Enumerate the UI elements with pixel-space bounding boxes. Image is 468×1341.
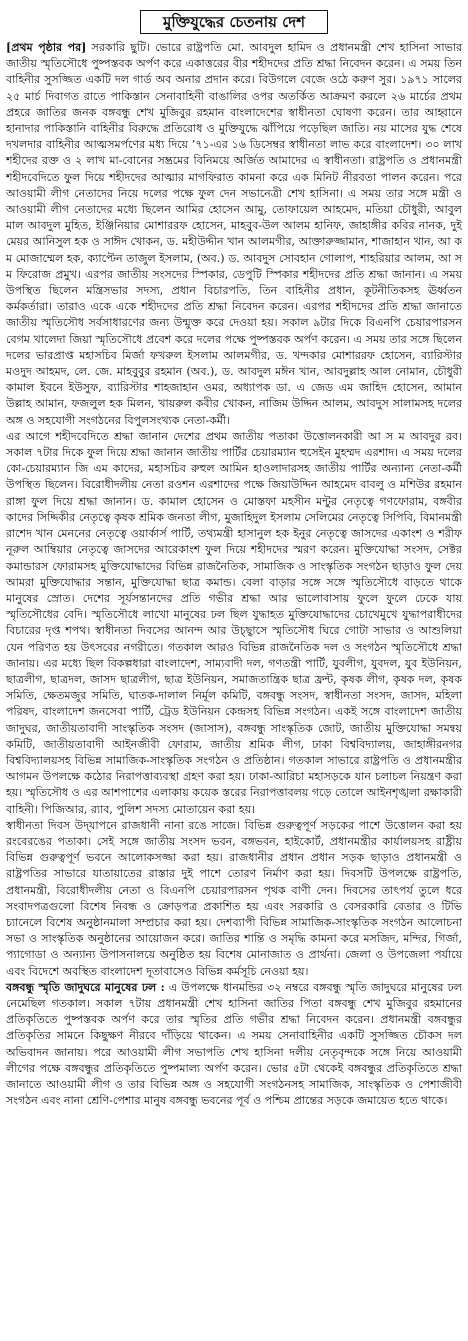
paragraph-text: সরকারি ছুটি। ভোরে রাষ্ট্রপতি মো. আবদুল হামিদ ও প্রধানমন্ত্রী শেখ হাসিনা সাভার জাতীয় স্মৃতিসৌধে পুষ্পস্তবক অর্পণ করে একাত্তরের বীর শহীদদের প্রতি শ্রদ্ধা নিবেদন করেন। এ সময় তিন বাহিনীর সুসজ্জিত একটি দল গার্ড অব অনার প্রদান করে। বিউগলে বেজে ওঠে করুণ সুর। ১৯৭১ সালের ২৫ মার্চ দিবাগত রাতে পাকিস্তান সেনাবাহিনী বাঙালির ওপর অতর্কিত আক্রমণ করলে ২৬ মার্চের প্রথম প্রহরে জাতির জনক বঙ্গবন্ধু শেখ মুজিবুর রহমান বাংলাদেশের স্বাধীনতা ঘোষণা করেন। তার আহ্বানে হানাদার পাকিস্তানি বাহিনীর বিরুদ্ধে প্রতিরোধ ও মুক্তিযুদ্ধে ঝাঁপিয়ে পড়েছিল জাতি। নয় মাসের যুদ্ধ শেষে দখলদার বাহিনীর আত্মসমর্পণের মধ্য দিয়ে ’৭১-এর ১৬ ডিসেম্বর স্বাধীনতা লাভ করে বাংলাদেশ। ৩০ লাখ শহীদের রক্ত ও ২ লাখ মা-বোনের সম্ভ্রমের বিনিময়ে অর্জিত আমাদের এ স্বাধীনতা। রাষ্ট্রপতি ও প্রধানমন্ত্রী শহীদবেদিতে ফুল দিয়ে শহীদদের আত্মার মাগফিরাত কামনা করে এক মিনিট নীরবতা পালন করেন। পরে আওয়ামী লীগ নেতাদের নিয়ে দলের পক্ষে ফুল দেন সভানেত্রী শেখ হাসিনা। এ সময় তার সঙ্গে মন্ত্রী ও আওয়ামী লীগ নেতাদের মধ্যে ছিলেন আমির হোসেন আমু, তোফায়েল আহমেদ, মতিয়া চৌধুরী, আবুল মাল আবদুল মুহিত, ইঞ্জিনিয়ার মোশাররফ হোসেন, মাহবুব-উল আলম হানিফ, জাহাঙ্গীর কবির নানক, দুই মেয়র আনিসুল হক ও সাঈদ খোকন, ড. মহীউদ্দীন খান আলমগীর, আক্তারুজ্জামান, শাজাহান খান, আ ক ম মোজাম্মেল হক, ক্যাপ্টেন তাজুল ইসলাম, (অব.) ড. আবদুস সোবহান গোলাপ, শাহরিয়ার আলম, আ স ম ফিরোজ প্রমুখ। এরপর জাতীয় সংসদের স্পিকার, ডেপুটি স্পিকার শহীদদের প্রতি শ্রদ্ধা জানান। এ সময় উপস্থিত ছিলেন মন্ত্রিসভার সদস্য, প্রধান বিচারপতি, তিন বাহিনীর প্রধান, কূটনীতিকসহ ঊর্ধ্বতন কর্মকর্তারা। তারাও একে একে শহীদদের প্রতি শ্রদ্ধা নিবেদন করেন। এরপর শহীদদের প্রতি শ্রদ্ধা জানাতে জাতীয় স্মৃতিসৌধ সর্বসাধারণের জন্য উন্মুক্ত করে দেওয়া হয়। সকাল ৯টার দিকে বিএনপি চেয়ারপারসন বেগম খালেদা জিয়া স্মৃতিসৌধে প্রবেশ করে দলের পক্ষে পুষ্পস্তবক অর্পণ করেন। এ সময় তার সঙ্গে ছিলেন দলের ভারপ্রাপ্ত মহাসচিব মির্জা ফখরুল ইসলাম আলমগীর, ড. খন্দকার মোশাররফ হোসেন, ব্যারিস্টার মওদুদ আহমদ, লে. জে. মাহবুবুর রহমান (অব.), ড. আবদুল মঈন খান, আবদুল্লাহ আল নোমান, চৌধুরী কামাল ইবনে ইউসুফ, ব্যারিস্টার শাহজাহান ওমর, অধ্যাপক ডা. এ জেড এম জাহিদ হোসেন, আমান উল্লাহ আমান, ফজলুল হক মিলন, খায়রুল কবীর খোকন, নাজিম উদ্দিন আলম, আবদুস সালামসহ দলের অঙ্গ ও সহযোগী সংগঠনের বিপুলসংখ্যক নেতা-কর্মী।: [6, 41, 463, 427]
paragraph-3: [6, 818, 462, 980]
article-body: [6, 40, 462, 1109]
paragraph-4: [6, 980, 462, 1110]
paragraph-text: এ উপলক্ষে ধানমন্ডির ৩২ নম্বরে বঙ্গবন্ধু স্মৃতি জাদুঘরে মানুষের ঢল নেমেছিল গতকাল। সকাল ৭টায় প্রধানমন্ত্রী শেখ হাসিনা জাতির পিতা বঙ্গবন্ধু শেখ মুজিবুর রহমানের প্রতিকৃতিতে পুষ্পস্তবক অর্পণ করে তার স্মৃতির প্রতি গভীর শ্রদ্ধা নিবেদন করেন। প্রধানমন্ত্রী বঙ্গবন্ধুর প্রতিকৃতির সামনে কিছুক্ষণ নীরবে দাঁড়িয়ে থাকেন। এ সময় সেনাবাহিনীর একটি সুসজ্জিত চৌকস দল অভিবাদন জানায়। পরে আওয়ামী লীগ সভাপতি শেখ হাসিনা দলীয় নেতৃবৃন্দকে সঙ্গে নিয়ে আওয়ামী লীগের পক্ষে বঙ্গবন্ধুর প্রতিকৃতিতে পুষ্পমাল্য অর্পণ করেন। ভোর ৫টা থেকেই বঙ্গবন্ধুর প্রতিকৃতিতে শ্রদ্ধা জানাতে আওয়ামী লীগ ও তার বিভিন্ন অঙ্গ ও সহযোগী সংগঠনসহ সামাজিক, সাংস্কৃতিক ও পেশাজীবী সংগঠন এবং নানা শ্রেণি-পেশার মানুষ বঙ্গবন্ধু ভবনের পূর্ব ও পশ্চিম প্রান্তের সড়কে জমায়েত হতে থাকে।: [6, 980, 462, 1108]
paragraph-text: স্বাধীনতা দিবস উদ্‌যাপনে রাজধানী নানা রঙে সাজে। বিভিন্ন গুরুত্বপূর্ণ সড়কের পাশে উত্তোলন করা হয় রংবেরঙের পতাকা। সেই সঙ্গে জাতীয় সংসদ ভবন, বঙ্গভবন, হাইকোর্ট, প্রধানমন্ত্রীর কার্যালয়সহ রাষ্ট্রীয় বিভিন্ন গুরুত্বপূর্ণ ভবনে আলোকসজ্জা করা হয়। রাজধানীর প্রধান প্রধান সড়ক ছাড়াও প্রধানমন্ত্রী ও রাষ্ট্রপতির সাভারে যাতায়াতের রাস্তার দুই পাশে তোরণ নির্মাণ করা হয়। দিবসটি উপলক্ষে রাষ্ট্রপতি, প্রধানমন্ত্রী, বিরোধীদলীয় নেতা ও বিএনপি চেয়ারপারসন পৃথক বাণী দেন। দিবসের তাৎপর্য তুলে ধরে সংবাদপত্রগুলো বিশেষ নিবন্ধ ও ক্রোড়পত্র প্রকাশিত হয় এবং সরকারি ও বেসরকারি বেতার ও টিভি চ্যানেলে বিশেষ অনুষ্ঠানমালা সম্প্রচার করা হয়। দেশব্যাপী বিভিন্ন সামাজিক-সাংস্কৃতিক সংগঠন আলোচনা সভা ও সাংস্কৃতিক অনুষ্ঠানের আয়োজন করে। জাতির শান্তি ও সমৃদ্ধি কামনা করে মসজিদ, মন্দির, গির্জা, প্যাগোডা ও অন্যান্য উপাসনালয়ে অনুষ্ঠিত হয় বিশেষ মোনাজাত ও প্রার্থনা। জেলা ও উপজেলা পর্যায়ে এবং বিদেশে অবস্থিত বাংলাদেশ দূতাবাসেও বিভিন্ন কর্মসূচি নেওয়া হয়।: [6, 818, 462, 978]
continuation-marker: [প্রথম পৃষ্ঠার পর]: [6, 41, 87, 54]
paragraph-2: [6, 429, 462, 818]
headline: মুক্তিযুদ্ধের চেতনায় দেশ: [140, 10, 328, 34]
paragraph-text: এর আগে শহীদবেদিতে শ্রদ্ধা জানান দেশের প্রথম জাতীয় পতাকা উত্তোলনকারী আ স ম আবদুর রব। সকাল ৭টার দিকে ফুল দিয়ে শ্রদ্ধা জানান জাতীয় পার্টির চেয়ারম্যান হুসেইন মুহম্মদ এরশাদ। এ সময় দলের কো-চেয়ারম্যান জি এম কাদের, মহাসচিব রুহুল আমিন হাওলাদারসহ জাতীয় পার্টির অন্যান্য নেতা-কর্মী উপস্থিত ছিলেন। বিরোধীদলীয় নেতা রওশন এরশাদের পক্ষে জিয়াউদ্দিন আহমেদ বাবলু ও মশিউর রহমান রাঙ্গা ফুল দিয়ে শ্রদ্ধা জানান। ড. কামাল হোসেন ও মোস্তফা মহসীন মন্টুর নেতৃত্বে গণফোরাম, বঙ্গবীর কাদের সিদ্দিকীর নেতৃত্বে কৃষক শ্রমিক জনতা লীগ, মুজাহিদুল ইসলাম সেলিমের নেতৃত্বে সিপিবি, বিমানমন্ত্রী রাশেদ খান মেননের নেতৃত্বে ওয়ার্কার্স পার্টি, তথ্যমন্ত্রী হাসানুল হক ইনুর নেতৃত্বে জাসদের একাংশ ও শরীফ নূরুল আম্বিয়ার নেতৃত্বে জাসদের আরেকাংশ ফুল দিয়ে শহীদদের স্মরণ করেন। মুক্তিযোদ্ধা সংসদ, সেক্টর কমান্ডারস ফোরামসহ মুক্তিযোদ্ধাদের বিভিন্ন রাজনৈতিক, সামাজিক ও সাংস্কৃতিক সংগঠন ছাড়াও ফুল দেয় আমরা মুক্তিযোদ্ধার সন্তান, মুক্তিযোদ্ধা ছাত্র কমান্ড। বেলা বাড়ার সঙ্গে সঙ্গে স্মৃতিসৌধে বাড়তে থাকে মানুষের স্রোত। দেশের সূর্যসন্তানদের প্রতি গভীর শ্রদ্ধা আর ভালোবাসায় ফুলে ফুলে ঢেকে যায় স্মৃতিসৌধের বেদি। স্মৃতিসৌধে লাখো মানুষের ঢল ছিল যুদ্ধাহত মুক্তিযোদ্ধাদের চোখেমুখে যুদ্ধাপরাধীদের বিচারের দৃপ্ত শপথ। স্বাধীনতা দিবসের আনন্দ আর উচ্ছ্বাসে স্মৃতিসৌধ ঘিরে গোটা সাভার ও আশুলিয়া যেন পরিণত হয় উৎসবের নগরীতে। গতকাল আরও বিভিন্ন রাজনৈতিক দল ও সংগঠন স্মৃতিসৌধে শ্রদ্ধা জানায়। এর মধ্যে ছিল বিকল্পধারা বাংলাদেশ, সাম্যবাদী দল, গণতন্ত্রী পার্টি, যুবলীগ, যুবদল, যুব ইউনিয়ন, ছাত্রলীগ, ছাত্রদল, জাসদ ছাত্রলীগ, ছাত্র ইউনিয়ন, সমাজতান্ত্রিক ছাত্র ফ্রন্ট, কৃষক লীগ, কৃষক দল, কৃষক সমিতি, ক্ষেতমজুর সমিতি, ঘাতক-দালাল নির্মূল কমিটি, বঙ্গবন্ধু সংসদ, স্বাধীনতা সংসদ, জাসদ, মহিলা পরিষদ, বাংলাদেশ জনসেবা পার্টি, ট্রেড ইউনিয়ন কেন্দ্রসহ বিভিন্ন সংগঠন। একই সঙ্গে বাংলাদেশ জাতীয় জাদুঘর, জাতীয়তাবাদী সাংস্কৃতিক সংসদ (জাসাস), বঙ্গবন্ধু সাংস্কৃতিক জোট, জাতীয় মুক্তিযোদ্ধা সমন্বয় কমিটি, জাতীয়তাবাদী আইনজীবী ফোরাম, জাতীয় শ্রমিক লীগ, ঢাকা বিশ্ববিদ্যালয়, জাহাঙ্গীরনগর বিশ্ববিদ্যালয়সহ বিভিন্ন সামাজিক-সাংস্কৃতিক সংগঠন ও প্রতিষ্ঠান। গতকাল সাভারে রাষ্ট্রপতি ও প্রধানমন্ত্রীর আগমন উপলক্ষে কঠোর নিরাপত্তাব্যবস্থা গ্রহণ করা হয়। ঢাকা-আরিচা মহাসড়কে যান চলাচল নিয়ন্ত্রণ করা হয়। স্মৃতিসৌধ ও এর আশপাশের এলাকায় কয়েক স্তরের নিরাপত্তাবলয় গড়ে তোলে আইনশৃঙ্খলা রক্ষাকারী বাহিনী। পিজিআর, র‌্যাব, পুলিশ সদস্য মোতায়েন করা হয়।: [6, 429, 462, 816]
subheading: বঙ্গবন্ধু স্মৃতি জাদুঘরে মানুষের ঢল :: [6, 980, 165, 994]
paragraph-1: [6, 40, 462, 429]
